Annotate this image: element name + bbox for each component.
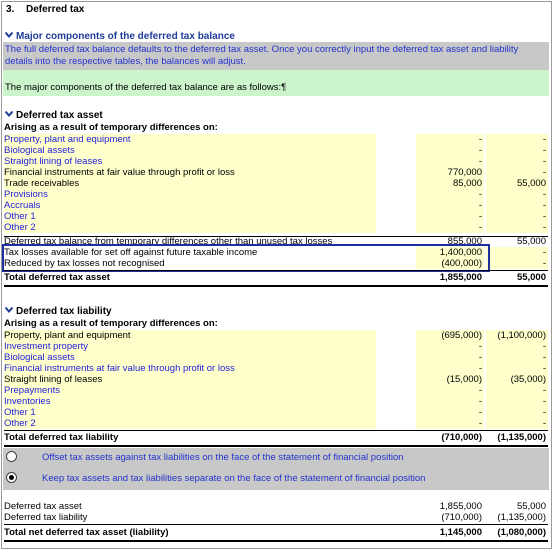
- deferred-tax-asset-header[interactable]: [5, 110, 103, 121]
- liability-row-c1-input[interactable]: -: [416, 363, 484, 374]
- double-underline: [4, 540, 548, 542]
- highlight-box: [2, 244, 490, 272]
- liability-row-label[interactable]: Financial instruments at fair value through profit or loss: [4, 363, 376, 374]
- asset-row: [4, 167, 548, 178]
- summary-net-c2: (1,080,000): [497, 527, 546, 538]
- asset-row-label[interactable]: Other 1: [4, 211, 376, 222]
- liability-row: [4, 352, 548, 363]
- liability-total-c2: (1,135,000): [497, 432, 546, 443]
- asset-row-label[interactable]: Biological assets: [4, 145, 376, 156]
- chevron-down-icon: [5, 306, 13, 314]
- summary-asset-c1: 1,855,000: [439, 501, 482, 512]
- asset-row-c1-input[interactable]: 770,000: [416, 167, 484, 178]
- liability-row-label: Property, plant and equipment: [4, 330, 376, 341]
- major-components-header[interactable]: [5, 31, 235, 42]
- asset-total-c2: 55,000: [516, 272, 546, 283]
- tax-losses-label: Tax losses available for set off against future taxable income: [4, 247, 258, 258]
- liability-row-c2-input[interactable]: (35,000): [486, 374, 548, 385]
- divider: [4, 430, 548, 431]
- asset-row-label: Trade receivables: [4, 178, 376, 189]
- asset-row-label[interactable]: Accruals: [4, 200, 376, 211]
- asset-balance-c2: 55,000: [516, 236, 546, 247]
- asset-row: [4, 178, 548, 189]
- asset-row-c1-input[interactable]: 85,000: [416, 178, 484, 189]
- asset-total-row: [4, 272, 548, 283]
- asset-row: [4, 134, 548, 145]
- asset-row-c1-input[interactable]: -: [416, 145, 484, 156]
- asset-row-c2-input[interactable]: -: [486, 211, 548, 222]
- liability-row: [4, 330, 548, 341]
- liability-row-label[interactable]: Other 1: [4, 407, 376, 418]
- asset-row: [4, 145, 548, 156]
- asset-row: [4, 189, 548, 200]
- chevron-down-icon: [5, 110, 13, 118]
- intro-text: The major components of the deferred tax balance are as follows:¶: [5, 82, 287, 93]
- summary-liability-c1: (710,000): [441, 512, 482, 523]
- summary-liability-label: Deferred tax liability: [4, 512, 88, 523]
- liability-row-c2-input[interactable]: -: [486, 418, 548, 429]
- liability-row-c2-input[interactable]: -: [486, 352, 548, 363]
- liability-row-c1-input[interactable]: -: [416, 385, 484, 396]
- asset-row-c2-input[interactable]: -: [486, 189, 548, 200]
- major-components-heading: Major components of the deferred tax balance: [16, 31, 235, 42]
- asset-row-c1-input[interactable]: -: [416, 211, 484, 222]
- asset-row-label: Financial instruments at fair value through profit or loss: [4, 167, 376, 178]
- liability-row-c1-input[interactable]: -: [416, 341, 484, 352]
- liability-row-c2-input[interactable]: -: [486, 341, 548, 352]
- liability-row-c2-input[interactable]: -: [486, 407, 548, 418]
- losses-not-recognised-c2-input[interactable]: -: [486, 258, 548, 269]
- liability-row: [4, 396, 548, 407]
- summary-net-c1: 1,145,000: [439, 527, 482, 538]
- separate-radio[interactable]: [6, 472, 17, 483]
- asset-row-c2-input[interactable]: -: [486, 167, 548, 178]
- liability-row-c1-input[interactable]: -: [416, 352, 484, 363]
- asset-row-c2-input[interactable]: -: [486, 222, 548, 233]
- deferred-tax-asset-heading: Deferred tax asset: [16, 110, 103, 121]
- summary-liability-row: [4, 512, 548, 523]
- asset-total-label: Total deferred tax asset: [4, 272, 110, 283]
- note-band: [3, 42, 549, 70]
- liability-row-c2-input[interactable]: -: [486, 363, 548, 374]
- liability-row: [4, 407, 548, 418]
- offset-option-label[interactable]: Offset tax assets against tax liabilities on the face of the statement of financial position: [42, 452, 404, 463]
- summary-asset-c2: 55,000: [516, 501, 546, 512]
- asset-row-c1-input[interactable]: -: [416, 200, 484, 211]
- asset-balance-c1: 855,000: [447, 236, 482, 247]
- losses-not-recognised-label: Reduced by tax losses not recognised: [4, 258, 165, 269]
- asset-row: [4, 200, 548, 211]
- liability-row: [4, 385, 548, 396]
- liability-row-c1-input[interactable]: -: [416, 418, 484, 429]
- divider: [4, 524, 548, 525]
- liability-row-label[interactable]: Other 2: [4, 418, 376, 429]
- asset-row-label[interactable]: Straight lining of leases: [4, 156, 376, 167]
- asset-row: [4, 211, 548, 222]
- liability-row-c2-input[interactable]: -: [486, 385, 548, 396]
- double-underline: [4, 285, 548, 287]
- liability-row-label: Straight lining of leases: [4, 374, 376, 385]
- liability-row: [4, 374, 548, 385]
- tax-losses-c1-input[interactable]: 1,400,000: [416, 247, 484, 258]
- asset-row-c2-input[interactable]: 55,000: [486, 178, 548, 189]
- liability-row-label[interactable]: Inventories: [4, 396, 376, 407]
- asset-row: [4, 222, 548, 233]
- asset-row-label[interactable]: Provisions: [4, 189, 376, 200]
- liability-row-label[interactable]: Prepayments: [4, 385, 376, 396]
- liability-row-label[interactable]: Biological assets: [4, 352, 376, 363]
- liability-row-label[interactable]: Investment property: [4, 341, 376, 352]
- intro-band: [3, 70, 549, 96]
- deferred-tax-liability-heading: Deferred tax liability: [16, 306, 112, 317]
- liability-row: [4, 418, 548, 429]
- asset-row-c2-input[interactable]: -: [486, 145, 548, 156]
- liability-total-c1: (710,000): [441, 432, 482, 443]
- summary-liability-c2: (1,135,000): [497, 512, 546, 523]
- summary-asset-label: Deferred tax asset: [4, 501, 82, 512]
- divider: [4, 236, 548, 237]
- liability-row-c2-input[interactable]: -: [486, 396, 548, 407]
- asset-row-c1-input[interactable]: -: [416, 189, 484, 200]
- liability-row-c1-input[interactable]: (15,000): [416, 374, 484, 385]
- asset-row-label[interactable]: Property, plant and equipment: [4, 134, 376, 145]
- liability-subheading: Arising as a result of temporary differences on:: [4, 318, 218, 329]
- liability-row-c1-input[interactable]: -: [416, 407, 484, 418]
- liability-total-label: Total deferred tax liability: [4, 432, 119, 443]
- double-underline: [4, 445, 548, 447]
- offset-radio[interactable]: [6, 451, 17, 462]
- asset-balance-label: Deferred tax balance from temporary differences other than unused tax losses: [4, 236, 333, 247]
- liability-row: [4, 363, 548, 374]
- section-title: [6, 4, 84, 15]
- liability-total-row: [4, 432, 548, 443]
- liability-row-c1-input[interactable]: (695,000): [416, 330, 484, 341]
- separate-option-label[interactable]: Keep tax assets and tax liabilities separate on the face of the statement of financial position: [42, 473, 426, 484]
- asset-row-c2-input[interactable]: -: [486, 156, 548, 167]
- note-line-2: details into the respective tables, the balances will adjust.: [5, 56, 246, 67]
- asset-row-label[interactable]: Other 2: [4, 222, 376, 233]
- asset-row: [4, 156, 548, 167]
- asset-row-c2-input[interactable]: -: [486, 200, 548, 211]
- asset-row-c1-input[interactable]: -: [416, 134, 484, 145]
- section-number: 3.: [6, 4, 15, 15]
- note-line-1: The full deferred tax balance defaults to the deferred tax asset. Once you correctly input the deferred tax asset and liability: [5, 44, 519, 55]
- tax-losses-c2-input[interactable]: -: [486, 247, 548, 258]
- liability-row-c2-input[interactable]: (1,100,000): [486, 330, 548, 341]
- asset-total-c1: 1,855,000: [439, 272, 482, 283]
- asset-subheading: Arising as a result of temporary differences on:: [4, 122, 218, 133]
- summary-net-label: Total net deferred tax asset (liability): [4, 527, 169, 538]
- losses-not-recognised-c1-input[interactable]: (400,000): [416, 258, 484, 269]
- deferred-tax-liability-header[interactable]: [5, 306, 112, 317]
- divider: [4, 270, 548, 271]
- liability-row: [4, 341, 548, 352]
- chevron-down-icon: [5, 31, 13, 39]
- liability-row-c1-input[interactable]: -: [416, 396, 484, 407]
- summary-asset-row: [4, 501, 548, 512]
- section-title-text: Deferred tax: [26, 4, 85, 15]
- asset-row-c2-input[interactable]: -: [486, 134, 548, 145]
- summary-net-row: [4, 527, 548, 538]
- asset-row-c1-input[interactable]: -: [416, 156, 484, 167]
- asset-row-c1-input[interactable]: -: [416, 222, 484, 233]
